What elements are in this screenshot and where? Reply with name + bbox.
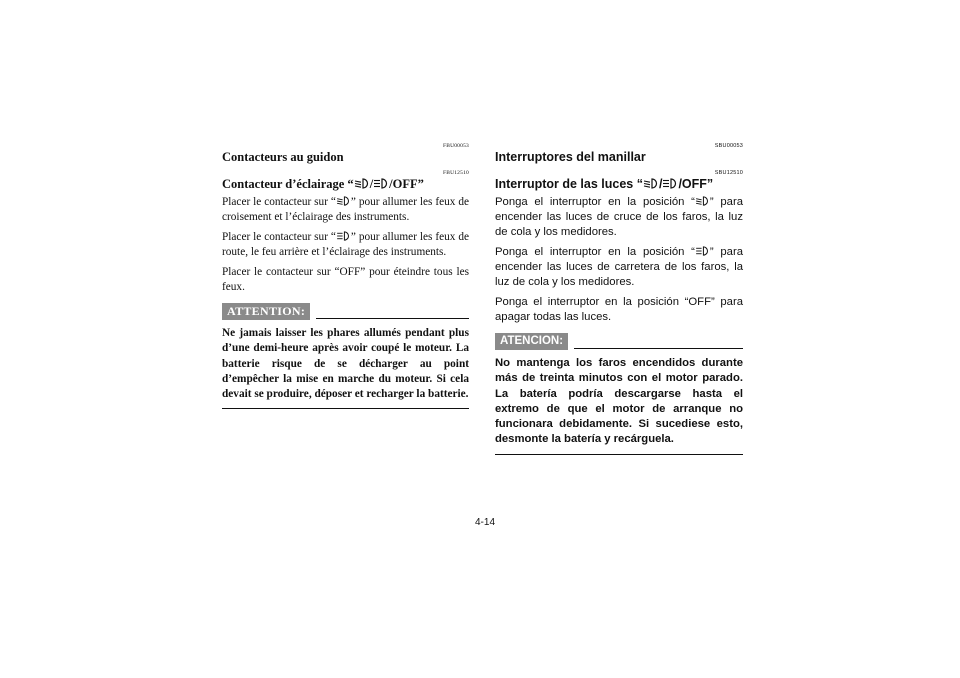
warning-label: ATENCION: <box>495 333 568 350</box>
warning-header <box>495 333 743 350</box>
high-beam-headlight-icon <box>662 178 678 189</box>
spanish-column <box>495 143 743 455</box>
warning-divider <box>316 318 469 319</box>
warning-header <box>222 303 469 320</box>
french-column <box>222 143 469 409</box>
low-beam-headlight-icon <box>643 178 659 189</box>
paragraph-high-beam: Ponga el interruptor en la posición “ ” para encender las luces de carretera de los faros, la luz de cola y los medidores. <box>495 246 743 288</box>
high-beam-headlight-icon <box>336 231 351 241</box>
high-beam-headlight-icon <box>373 178 389 189</box>
low-beam-headlight-icon <box>695 196 710 206</box>
warning-text: No mantenga los faros encendidos durante más de treinta minutos con el motor parado. La batería podría descargarse hasta el extremo de que el motor de arranque no funcionara debidamente. Si sucediese esto, desmonte la batería y recárguela. <box>495 356 743 455</box>
page-number: 4-14 <box>474 517 495 528</box>
subsection-code: SBU12510 <box>714 170 743 176</box>
section-title: Interruptores del manillar <box>495 150 646 164</box>
paragraph-low-beam: Ponga el interruptor en la posición “ ” para encender las luces de cruce de los faros, la luz de cola y los medidores. <box>495 196 743 238</box>
paragraph-off: Ponga el interruptor en la posición “OFF” para apagar todas las luces. <box>495 296 743 323</box>
section-code: FBU00053 <box>442 143 469 149</box>
subsection-title: Contacteur d’éclairage “ / /OFF” <box>222 177 424 191</box>
warning-text: Ne jamais laisser les phares allumés pendant plus d’une demi-heure après avoir coupé le moteur. La batterie risque de se décharger au point d’empêcher la mise en marche du moteur. Si cela devait se produire, déposer et recharger la batterie. <box>222 326 469 409</box>
high-beam-headlight-icon <box>695 246 710 256</box>
subsection-title: Interruptor de las luces “ / /OFF” <box>495 177 714 191</box>
warning-divider <box>574 348 743 349</box>
subsection-code: FBU12510 <box>442 170 469 176</box>
low-beam-headlight-icon <box>336 196 351 206</box>
paragraph-low-beam: Placer le contacteur sur “ ” pour allumer les feux de croisement et l’éclairage des instruments. <box>222 196 469 223</box>
section-code: SBU00053 <box>714 143 743 149</box>
warning-label: ATTENTION: <box>222 303 310 320</box>
section-title: Contacteurs au guidon <box>222 150 344 164</box>
low-beam-headlight-icon <box>354 178 370 189</box>
paragraph-high-beam: Placer le contacteur sur “ ” pour allumer les feux de route, le feu arrière et l’éclairage des instruments. <box>222 231 469 258</box>
paragraph-off: Placer le contacteur sur “OFF” pour éteindre tous les feux. <box>222 266 469 293</box>
